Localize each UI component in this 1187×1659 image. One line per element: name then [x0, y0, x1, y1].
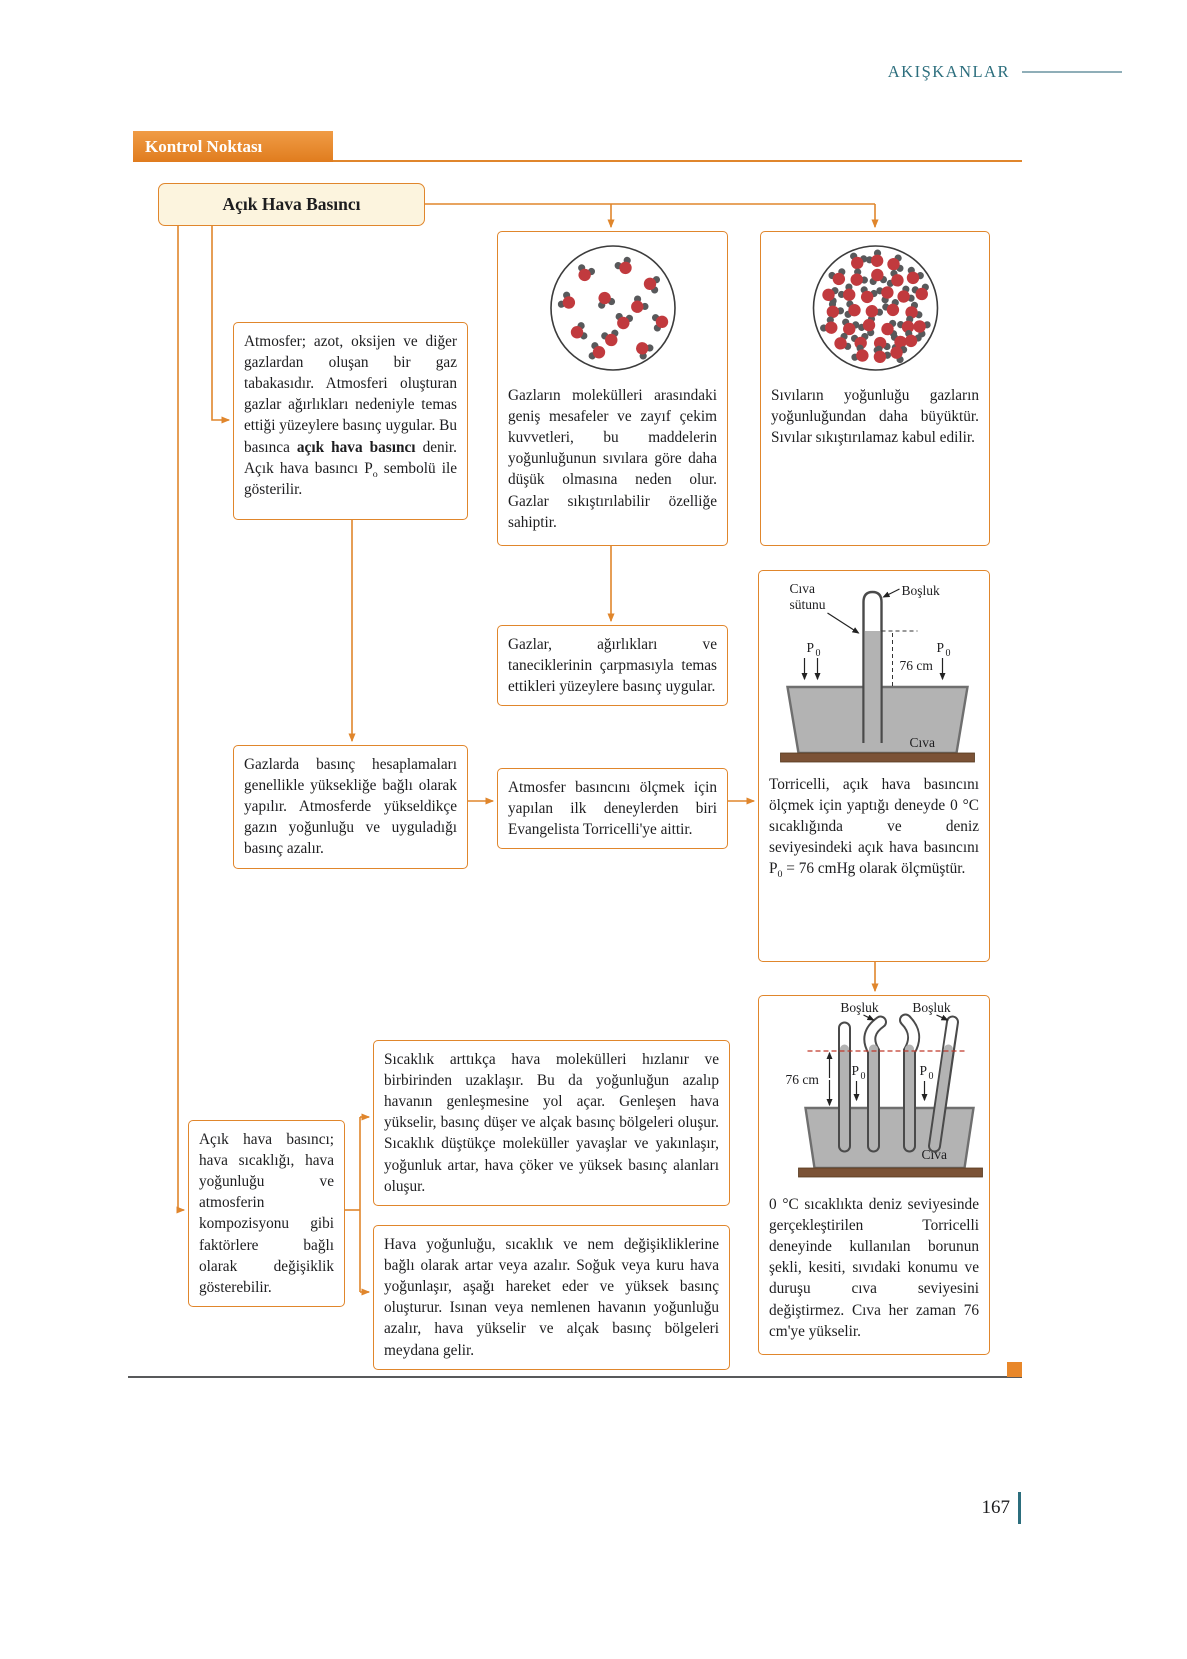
vacuum-label-1: Boşluk: [840, 1000, 879, 1015]
container-base: [781, 753, 975, 762]
mercury-column-label: Cıva: [789, 581, 815, 596]
tube-shapes-diagram: [759, 996, 989, 1191]
p0-second: [920, 1063, 934, 1100]
bottom-rule: [128, 1376, 1022, 1378]
svg-text:0: 0: [815, 648, 821, 659]
section-label: Kontrol Noktası: [133, 131, 333, 162]
barometer-tube: [864, 592, 882, 743]
svg-text:P: P: [919, 1063, 928, 1078]
gas-molecules-text: Gazların molekülleri arasındaki geniş mesafeler ve zayıf çekim kuvvetleri, bu maddelerin yoğunluğunun sıvılara göre daha düşük olmasına neden olur. Gazlar sıkıştırılabilir özelliğe sahiptir.: [508, 387, 717, 531]
box-torricelli-experiment: [758, 570, 990, 962]
atmosphere-text: Atmosfer; azot, oksijen ve diğer gazlardan oluşan bir gaz tabakasıdır. Atmosferi oluşturan gazlar ağırlıkları nedeniyle temas ettiği yüzeylere basınç uygular. Bu basınca açık hava basıncı denir. Açık hava basıncı $P_o$ sembolü ile gösterilir.: [244, 333, 457, 498]
vacuum-label-2: Boşluk: [912, 1000, 951, 1015]
temperature-effect-text: Sıcaklık arttıkça hava molekülleri hızlanır ve birbirinden uzaklaşır. Bu da yoğunluğun azalıp havanın genleşmesine yol açar. Genleşen hava yükselir, basınç düşer ve alçak basınç bölgeleri oluşur. Sıcaklık düştükçe moleküller yavaşlar ve yakınlaşır, yoğunluk artar, hava çöker ve yüksek basınç alanları oluşur.: [384, 1051, 719, 1195]
box-atmosphere: [233, 322, 468, 520]
height-label: 76 cm: [899, 658, 933, 673]
torricelli-result-text: Torricelli, açık hava basıncını ölçmek için yaptığı deneyde 0 °C sıcaklığında ve deniz seviyesindeki açık hava basıncını $P_0 = 76$ cmHg olarak ölçmüştür.: [769, 776, 979, 881]
container-base-2: [799, 1168, 983, 1177]
mercury-label: Cıva: [909, 735, 935, 750]
box-gas-pressure: [497, 625, 728, 706]
box-torricelli-intro: [497, 768, 728, 849]
bottom-square-ornament: [1007, 1362, 1022, 1377]
svg-text:P: P: [806, 640, 815, 655]
humidity-effect-text: Hava yoğunluğu, sıcaklık ve nem değişikliklerine bağlı olarak artar veya azalır. Soğuk veya kuru hava yoğunlaşır, aşağı hareket eder ve yüksek basınç oluşturur. Isınan veya nemlenen havanın yoğunluğu azalır, hava yükselir ve alçak basınç bölgeleri meydana gelir.: [384, 1236, 719, 1359]
chapter-title: AKIŞKANLAR: [887, 62, 1010, 81]
tube-shape-note-text: 0 °C sıcaklıkta deniz seviyesinde gerçekleştirilen Torricelli deneyinde kullanılan borunun şekli, kesiti, sıvıdaki konumu ve duruşu cıva seviyesini değiştirmez. Cıva her zaman 76 cm'ye yükselir.: [769, 1196, 979, 1340]
svg-text:0: 0: [928, 1071, 934, 1082]
p0-right: [937, 640, 951, 679]
svg-text:0: 0: [945, 648, 951, 659]
box-temperature-effect: [373, 1040, 730, 1206]
vacuum-pointer: [884, 589, 900, 597]
p0-first: [852, 1063, 866, 1100]
vacuum-label: Boşluk: [901, 583, 940, 598]
gas-molecules-figure: [498, 232, 727, 382]
mercury-column-pointer: [828, 613, 859, 633]
svg-text:P: P: [851, 1063, 860, 1078]
altitude-text: Gazlarda basınç hesaplamaları genellikle yüksekliğe bağlı olarak yapılır. Atmosferde yükseldikçe gazın yoğunluğu ve uyguladığı basınç azalır.: [244, 756, 457, 858]
svg-text:P: P: [936, 640, 945, 655]
height-label-2: 76 cm: [785, 1072, 819, 1087]
torricelli-diagram: [759, 571, 989, 771]
liquid-density-text: Sıvıların yoğunluğu gazların yoğunluğundan daha büyüktür. Sıvılar sıkıştırılamaz kabul edilir.: [771, 387, 979, 447]
gas-pressure-text: Gazlar, ağırlıkları ve taneciklerinin çarpmasıyla temas ettikleri yüzeylere basınç uygular.: [508, 636, 717, 696]
mercury-container-2: [806, 1108, 974, 1168]
box-tube-shapes: [758, 995, 990, 1355]
p0-left: [805, 640, 821, 679]
box-liquid-density: [760, 231, 990, 546]
box-altitude: [233, 745, 468, 869]
box-factors: [188, 1120, 345, 1307]
liquid-molecules-figure: [761, 232, 989, 382]
box-gas-molecules: [497, 231, 728, 546]
page-number: 167: [981, 1497, 1010, 1518]
box-humidity-effect: [373, 1225, 730, 1370]
mercury-label-2: Cıva: [921, 1147, 947, 1162]
torricelli-intro-text: Atmosfer basıncını ölçmek için yapılan ilk deneylerden biri Evangelista Torricelli'ye aittir.: [508, 779, 717, 839]
flow-title: Açık Hava Basıncı: [158, 183, 425, 226]
page-number-rule: [1018, 1492, 1021, 1524]
svg-text:0: 0: [860, 1071, 866, 1082]
mercury-column-label-2: sütunu: [789, 597, 826, 612]
factors-text: Açık hava basıncı; hava sıcaklığı, hava yoğunluğu ve atmosferin kompozisyonu gibi faktörlere bağlı olarak değişiklik gösterebilir.: [199, 1131, 334, 1296]
